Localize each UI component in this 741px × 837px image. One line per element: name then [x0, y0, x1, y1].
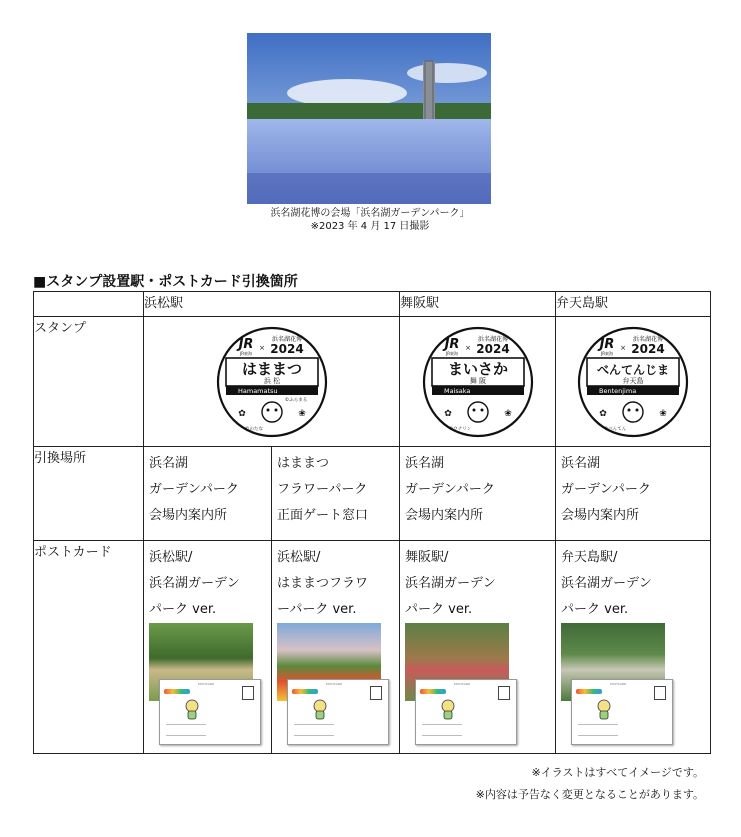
event-logo: [292, 689, 318, 694]
note-illustration: ※イラストはすべてイメージです。: [531, 766, 704, 779]
stamp-station-name: まいさか: [447, 360, 508, 378]
mascot-body: [316, 711, 324, 719]
stamp-station-roman: Bentenjima: [599, 387, 637, 395]
event-logo: [164, 689, 190, 694]
postcard-image-3: [400, 623, 555, 753]
jr-sub-label: JR東海: [601, 351, 613, 356]
address-lines: [578, 724, 618, 736]
postcard-image-2: [272, 623, 399, 753]
event-logo: [420, 689, 446, 694]
exchange-flower-park: はままつ フラワーパーク 正面ゲート窓口: [277, 456, 369, 523]
stamp-station-name: べんてんじま: [597, 363, 670, 377]
station-maisaka: 舞阪駅: [400, 292, 556, 317]
times-sign: ×: [464, 344, 471, 352]
photo-caption: 浜名湖花博の会場「浜名湖ガーデンパーク」: [270, 208, 470, 219]
mascot-eye-left: [472, 409, 475, 412]
mascot-body: [444, 711, 452, 719]
exchange-garden-park-1: 浜名湖 ガーデンパーク 会場内案内所: [149, 456, 239, 523]
postcard-label: POSTCARD: [454, 682, 471, 686]
header-empty: [34, 292, 144, 317]
postcard-title-3: 舞阪駅/ 浜名湖ガーデン パーク ver.: [405, 550, 496, 617]
postcard-label: POSTCARD: [198, 682, 215, 686]
address-lines: [294, 724, 334, 736]
mascot-eye-left: [266, 409, 269, 412]
mascot-credit: ©べんてん: [603, 427, 627, 432]
times-sign: ×: [258, 344, 265, 352]
postcard-cell-1: [144, 541, 272, 754]
stamp-cell-hamamatsu: [144, 317, 400, 447]
flower-icon: ✿: [443, 409, 452, 419]
stamp-station-roman: Maisaka: [443, 387, 470, 395]
flower-icon: ❀: [503, 409, 512, 419]
stamp-station-kanji: 舞 阪: [469, 377, 486, 385]
stamp-cell-maisaka: [400, 317, 556, 447]
postcard-cell-3: [400, 541, 556, 754]
mascot-credit: ©ウナリン: [448, 427, 471, 432]
postcard-title-4: 弁天島駅/ 浜名湖ガーデン パーク ver.: [561, 550, 652, 617]
postcard-card: [159, 679, 261, 745]
mascot-body: [600, 711, 608, 719]
mascot-eye-left: [628, 409, 631, 412]
event-year: 2024: [631, 342, 665, 356]
stamp-station-kanji: 弁天島: [622, 377, 644, 385]
times-sign: ×: [620, 344, 626, 352]
mascot-credit-2: ©ふらまる: [284, 398, 307, 403]
exchange-garden-park-3: 浜名湖 ガーデンパーク 会場内案内所: [561, 456, 651, 523]
event-year: 2024: [269, 342, 304, 356]
mascot-eye-right: [480, 409, 483, 412]
flower-icon: ❀: [659, 409, 667, 419]
postcard-cell-4: [556, 541, 711, 754]
jr-sub-label: JR東海: [239, 351, 252, 356]
mascot-head: [186, 700, 198, 712]
stamp-cell-bentenjima: [556, 317, 711, 447]
postcard-cell-2: [272, 541, 400, 754]
stamp-station-kanji: 浜 松: [263, 377, 280, 385]
exchange-garden-park-2: 浜名湖 ガーデンパーク 会場内案内所: [405, 456, 495, 523]
jr-sub-label: JR東海: [445, 351, 458, 356]
jr-logo: JR: [238, 337, 253, 352]
stamp-station-roman: Hamamatsu: [237, 387, 278, 395]
mascot-body: [188, 711, 196, 719]
flower-icon: ✿: [599, 409, 607, 419]
address-lines: [422, 724, 462, 736]
postcard-label: POSTCARD: [610, 682, 627, 686]
stamp-hamamatsu: [216, 326, 328, 438]
postcard-image-1: [144, 623, 271, 753]
mascot-icon: [310, 698, 330, 720]
postcard-title-2: 浜松駅/ はままつフラワ ーパーク ver.: [277, 550, 369, 617]
row-label-postcard: ポストカード: [34, 541, 144, 754]
jr-logo: JR: [599, 337, 615, 352]
postcard-title-1: 浜松駅/ 浜名湖ガーデン パーク ver.: [149, 550, 240, 617]
stamp-maisaka: [422, 326, 534, 438]
stamp-box: [654, 686, 666, 700]
mascot-icon: [182, 698, 202, 720]
flower-icon: ✿: [237, 409, 246, 419]
event-year: 2024: [475, 342, 510, 356]
station-hamamatsu: 浜松駅: [144, 292, 400, 317]
row-label-stamp: スタンプ: [34, 317, 144, 447]
event-name: 浜名湖花博: [271, 336, 302, 343]
stamp-station-table: [33, 291, 711, 754]
postcard-label: POSTCARD: [326, 682, 343, 686]
note-change: ※内容は予告なく変更となることがあります。: [475, 788, 704, 801]
event-logo: [576, 689, 602, 694]
garden-park-photo: [247, 33, 491, 204]
mascot-icon: [438, 698, 458, 720]
postcard-card: [287, 679, 389, 745]
event-name: 浜名湖花博: [477, 336, 508, 343]
stamp-bentenjima: [577, 326, 689, 438]
mascot-head: [442, 700, 454, 712]
mascot-head: [314, 700, 326, 712]
event-name: 浜名湖花博: [633, 336, 664, 343]
mascot-head: [598, 700, 610, 712]
mascot-eye-right: [274, 409, 277, 412]
flower-icon: ❀: [297, 409, 306, 419]
mascot-icon: [594, 698, 614, 720]
stamp-box: [498, 686, 510, 700]
postcard-image-4: [556, 623, 710, 753]
mascot-eye-right: [636, 409, 639, 412]
stamp-box: [370, 686, 382, 700]
section-title: ■スタンプ設置駅・ポストカード引換箇所: [33, 274, 298, 290]
stamp-box: [242, 686, 254, 700]
photo-date: ※2023 年 4 月 17 日撮影: [310, 221, 430, 232]
address-lines: [166, 724, 206, 736]
mascot-credit: ©のたな: [244, 427, 263, 432]
station-bentenjima: 弁天島駅: [556, 292, 711, 317]
stamp-station-name: はままつ: [241, 360, 302, 378]
postcard-card: [415, 679, 517, 745]
row-label-exchange: 引換場所: [34, 447, 144, 541]
postcard-card: [571, 679, 673, 745]
jr-logo: JR: [444, 337, 459, 352]
